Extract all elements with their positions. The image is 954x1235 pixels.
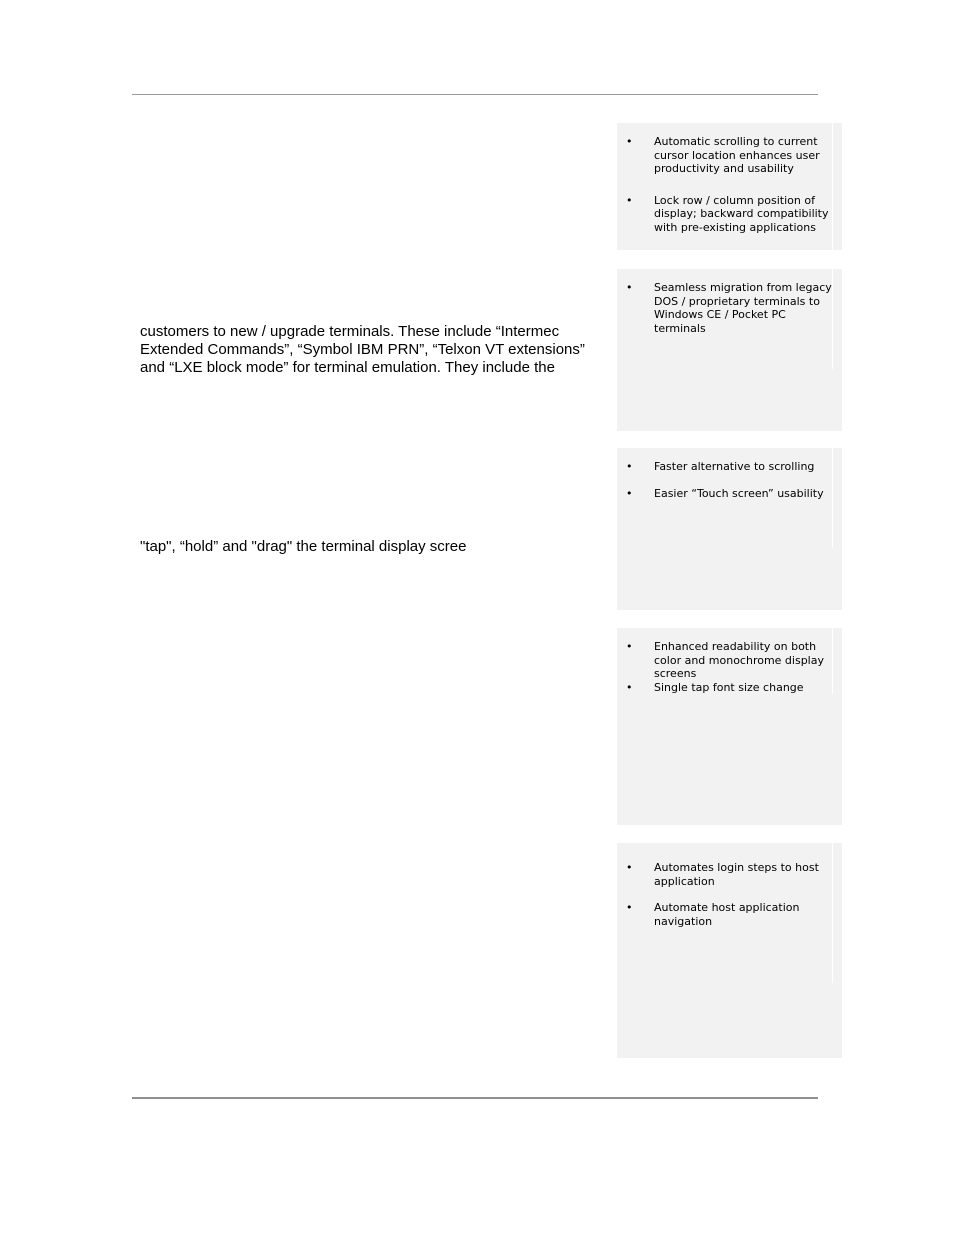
list-item <box>617 135 842 176</box>
list-item <box>617 681 842 695</box>
list-item-text: Single tap font size change <box>654 680 804 694</box>
bullet-icon: • <box>626 193 633 207</box>
bullet-icon: • <box>626 135 633 148</box>
list-item-text: Automatic scrolling to current cursor location enhances user productivity and usability <box>654 135 820 175</box>
footer-rule <box>132 1097 818 1099</box>
body-line: and “LXE block mode” for terminal emulation. They include the <box>140 359 555 376</box>
feature-panel-touch <box>617 448 842 610</box>
bullet-list <box>617 135 842 234</box>
list-item-text: Faster alternative to scrolling <box>654 460 815 473</box>
body-line: Extended Commands”, “Symbol IBM PRN”, “Telxon VT extensions” <box>140 341 585 358</box>
list-item <box>617 487 842 501</box>
header-rule <box>132 94 818 95</box>
bullet-icon: • <box>626 486 633 500</box>
list-item-text: Easier “Touch screen” usability <box>654 486 824 500</box>
bullet-icon: • <box>626 281 633 294</box>
bullet-icon: • <box>626 861 633 874</box>
bullet-icon: • <box>626 640 633 653</box>
feature-panel-scrolling <box>617 123 842 250</box>
body-paragraph-migration <box>140 323 585 377</box>
list-item <box>617 460 842 474</box>
bullet-list <box>617 460 842 500</box>
body-paragraph-touch <box>140 538 466 556</box>
list-item <box>617 640 842 681</box>
bullet-icon: • <box>626 680 633 694</box>
feature-panel-font <box>617 628 842 825</box>
bullet-icon: • <box>626 901 633 914</box>
list-item-text: Seamless migration from legacy DOS / proprietary terminals to Windows CE / Pocket PC terminals <box>654 281 832 335</box>
list-item <box>617 194 842 235</box>
list-item-text: Enhanced readability on both color and monochrome display screens <box>654 640 824 680</box>
feature-panel-login <box>617 843 842 1058</box>
body-line: "tap", “hold” and "drag" the terminal display scree <box>140 538 467 555</box>
list-item-text: Automates login steps to host application <box>654 861 819 888</box>
list-item <box>617 281 842 335</box>
feature-panel-migration <box>617 269 842 431</box>
list-item <box>617 861 842 888</box>
bullet-list <box>617 861 842 928</box>
list-item-text: Lock row / column position of display; backward compatibility with pre-existing applications <box>654 193 829 234</box>
bullet-icon: • <box>626 460 633 473</box>
body-line: customers to new / upgrade terminals. These include “Intermec <box>140 323 560 340</box>
bullet-list <box>617 281 842 335</box>
bullet-list <box>617 640 842 694</box>
list-item-text: Automate host application navigation <box>654 901 800 928</box>
list-item <box>617 901 842 928</box>
